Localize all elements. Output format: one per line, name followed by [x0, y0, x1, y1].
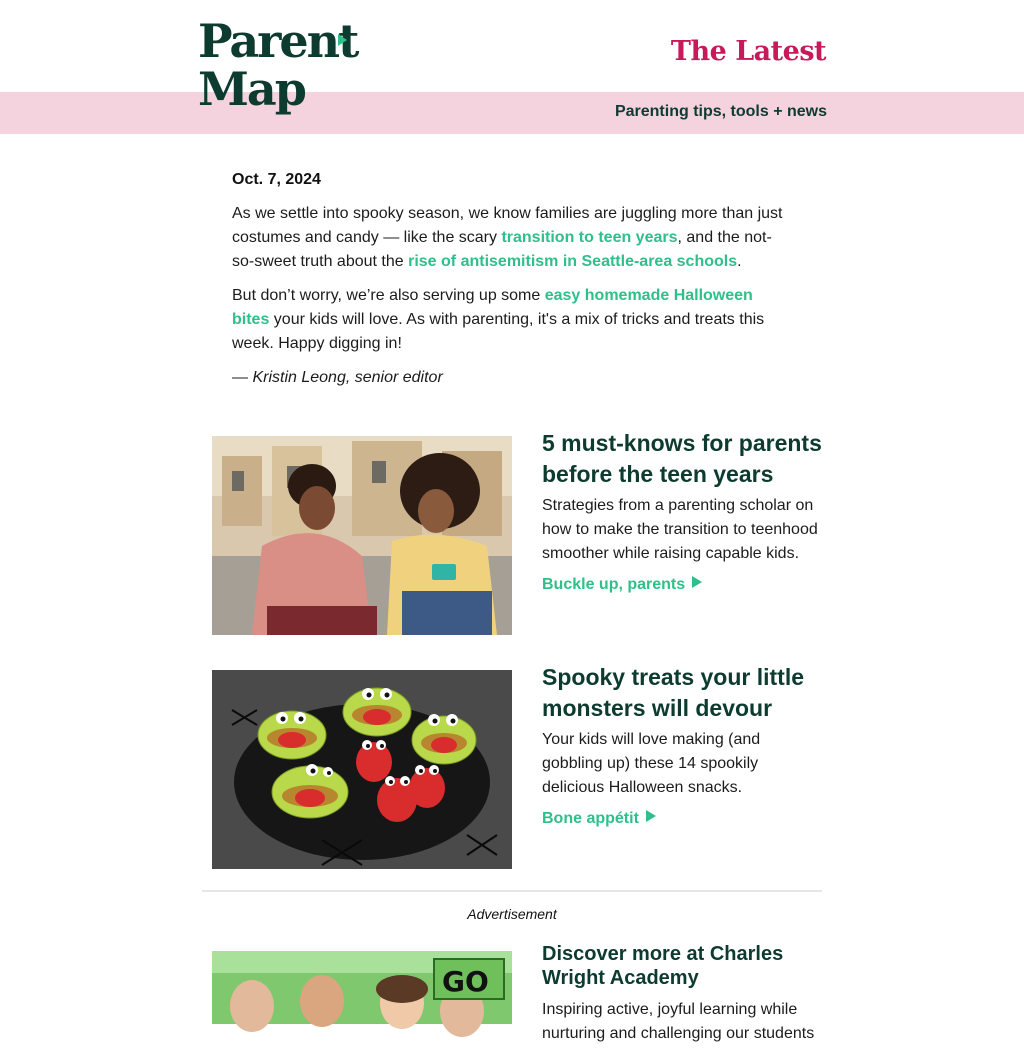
- article-cta-link[interactable]: [542, 810, 824, 828]
- ad-text: [542, 942, 824, 1056]
- ad-card: [212, 942, 822, 1042]
- article-description: Strategies from a parenting scholar on how to make the transition to teenhood smoother while raising capable kids.: [542, 497, 818, 562]
- article-image-halloween-treats[interactable]: [212, 670, 512, 869]
- intro-text: But don’t worry, we’re also serving up some: [232, 287, 545, 304]
- cta-label: Buckle up, parents: [542, 576, 686, 593]
- monster-treats-photo: [212, 670, 512, 869]
- logo-word-map: Map: [198, 62, 305, 116]
- logo-play-icon: [338, 34, 347, 46]
- article-title[interactable]: Spooky treats your little monsters will devour: [542, 664, 805, 721]
- ad-sign-text: GO: [442, 965, 489, 998]
- header: [0, 0, 1024, 92]
- link-antisemitism-schools[interactable]: rise of antisemitism in Seattle-area schools: [408, 253, 738, 270]
- play-arrow-icon: [692, 576, 702, 588]
- article-description: Your kids will love making (and gobbling up) these 14 spookily delicious Halloween snacks.: [542, 731, 761, 796]
- article-title[interactable]: 5 must-knows for parents before the teen years: [542, 430, 822, 487]
- newsletter-title: The Latest: [670, 36, 826, 67]
- link-teen-transition[interactable]: transition to teen years: [501, 229, 678, 246]
- intro-text: , and the not-so-sweet truth about the: [232, 229, 772, 270]
- editor-signature: — Kristin Leong, senior editor: [232, 369, 443, 386]
- ad-description: Inspiring active, joyful learning while nurturing and challenging our students: [542, 1001, 815, 1042]
- intro-section: [232, 168, 792, 400]
- cta-label: Bone appétit: [542, 810, 639, 827]
- ad-image-students[interactable]: [212, 951, 512, 1024]
- logo-word-parent: Parent: [198, 14, 358, 68]
- article-text: [542, 428, 824, 594]
- play-arrow-icon: [646, 810, 656, 822]
- parent-teen-photo: [212, 436, 512, 635]
- article-cta-link[interactable]: [542, 576, 824, 594]
- intro-paragraph-2: [232, 284, 792, 356]
- intro-text: .: [737, 253, 742, 270]
- article-card: [212, 662, 822, 872]
- tagline-band: [0, 92, 1024, 134]
- tagline: Parenting tips, tools + news: [614, 103, 827, 120]
- article-text: [542, 662, 824, 828]
- intro-text: your kids will love. As with parenting, it's a mix of tricks and treats this week. Happy digging in!: [232, 311, 765, 352]
- section-divider: [202, 890, 822, 892]
- advertisement-label: Advertisement: [467, 906, 557, 922]
- article-card: [212, 428, 822, 638]
- ad-title[interactable]: Discover more at Charles Wright Academy: [542, 943, 784, 989]
- parentmap-logo[interactable]: [198, 14, 358, 122]
- issue-date: Oct. 7, 2024: [232, 171, 321, 188]
- article-image-teen-parent[interactable]: [212, 436, 512, 635]
- intro-text: As we settle into spooky season, we know families are juggling more than just costumes and candy — like the scary: [232, 205, 783, 246]
- link-halloween-bites[interactable]: easy homemade Halloween bites: [232, 287, 753, 328]
- students-photo: [212, 951, 512, 1024]
- intro-paragraph-1: [232, 202, 792, 274]
